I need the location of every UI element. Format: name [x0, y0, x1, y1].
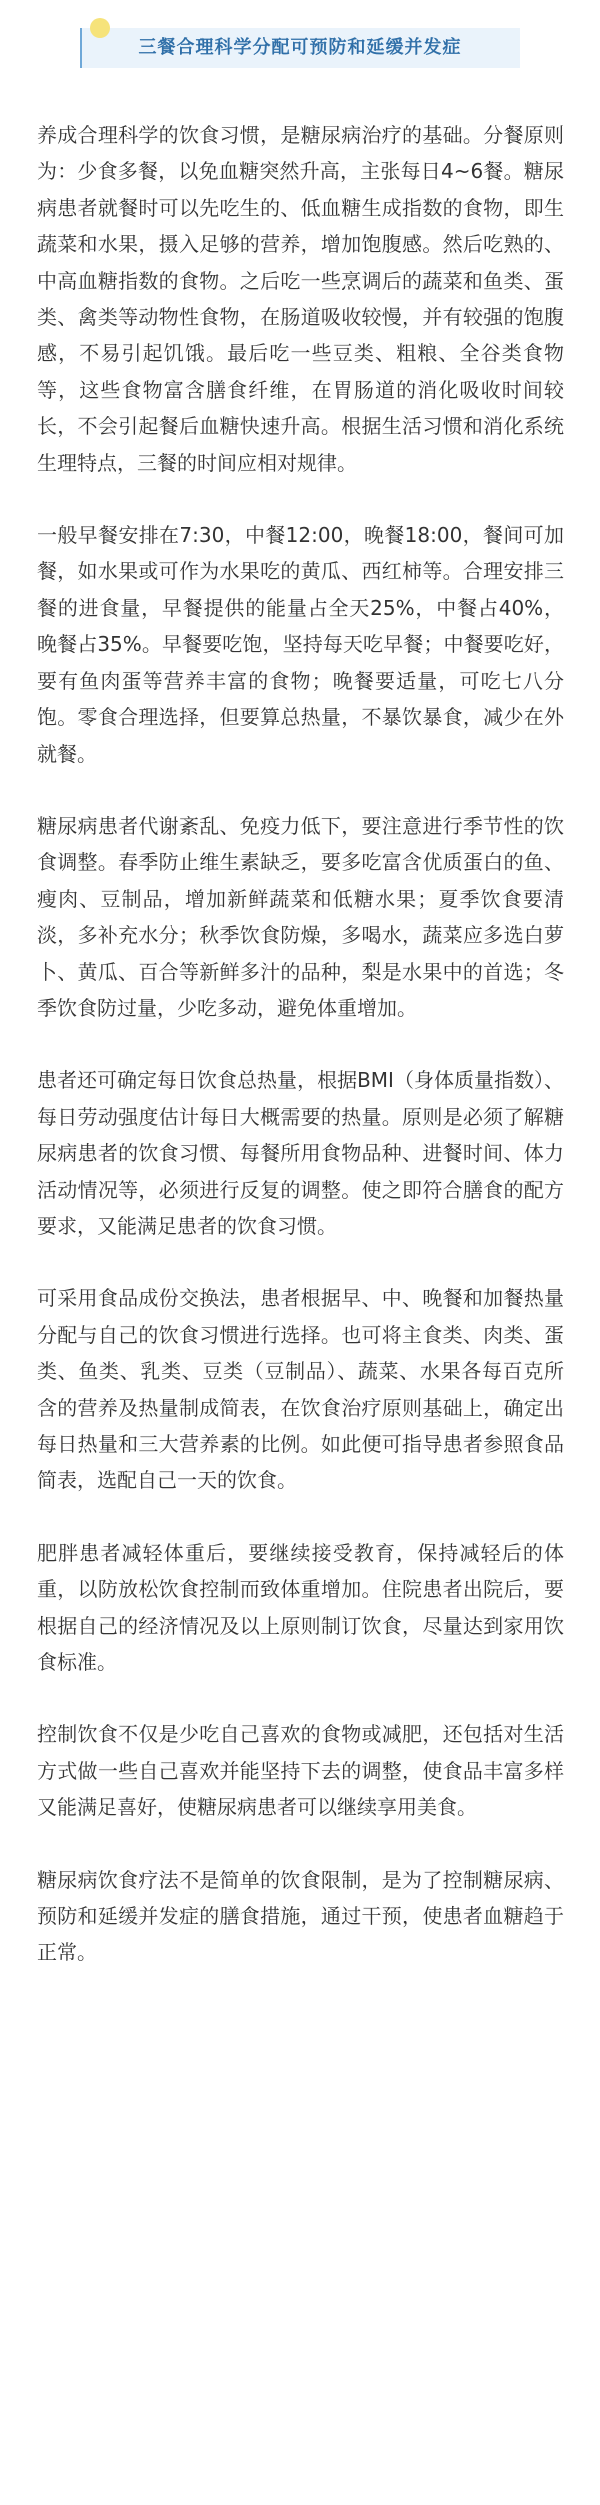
article-body: [37, 117, 564, 2007]
paragraph-3: 糖尿病患者代谢紊乱、免疫力低下，要注意进行季节性的饮食调整。春季防止维生素缺乏，要多吃富含优质蛋白的鱼、瘦肉、豆制品，增加新鲜蔬菜和低糖水果；夏季饮食要清淡，多补充水分；秋季饮食防燥，多喝水，蔬菜应多选白萝卜、黄瓜、百合等新鲜多汁的品种，梨是水果中的首选；冬季饮食防过量，少吃多动，避免体重增加。: [37, 813, 564, 1020]
paragraph-4: 患者还可确定每日饮食总热量，根据BMI（身体质量指数）、每日劳动强度估计每日大概需要的热量。原则是必须了解糖尿病患者的饮食习惯、每餐所用食物品种、进餐时间、体力活动情况等，必须进行反复的调整。使之即符合膳食的配方要求，又能满足患者的饮食习惯。: [37, 1068, 564, 1238]
paragraph-8: 糖尿病饮食疗法不是简单的饮食限制，是为了控制糖尿病、预防和延缓并发症的膳食措施，通过干预，使患者血糖趋于正常。: [37, 1867, 564, 1965]
paragraph-2: 一般早餐安排在7:30，中餐12:00，晚餐18:00，餐间可加餐，如水果或可作为水果吃的黄瓜、西红柿等。合理安排三餐的进食量，早餐提供的能量占全天25%，中餐占40%，晚餐占35%。早餐要吃饱，坚持每天吃早餐；中餐要吃好，要有鱼肉蛋等营养丰富的食物；晚餐要适量，可吃七八分饱。零食合理选择，但要算总热量，不暴饮暴食，减少在外就餐。: [37, 523, 564, 766]
article-title: 三餐合理科学分配可预防和延缓并发症: [138, 37, 462, 58]
paragraph-7: 控制饮食不仅是少吃自己喜欢的食物或减肥，还包括对生活方式做一些自己喜欢并能坚持下去的调整，使食品丰富多样又能满足喜好，使糖尿病患者可以继续享用美食。: [37, 1722, 564, 1820]
title-banner: [80, 28, 520, 68]
paragraph-5: 可采用食品成份交换法，患者根据早、中、晚餐和加餐热量分配与自己的饮食习惯进行选择。也可将主食类、肉类、蛋类、鱼类、乳类、豆类（豆制品）、蔬菜、水果各每百克所含的营养及热量制成简表，在饮食治疗原则基础上，确定出每日热量和三大营养素的比例。如此便可指导患者参照食品简表，选配自己一天的饮食。: [37, 1286, 564, 1493]
paragraph-1: 养成合理科学的饮食习惯，是糖尿病治疗的基础。分餐原则为：少食多餐，以免血糖突然升高，主张每日4~6餐。糖尿病患者就餐时可以先吃生的、低血糖生成指数的食物，即生蔬菜和水果，摄入足够的营养，增加饱腹感。然后吃熟的、中高血糖指数的食物。之后吃一些烹调后的蔬菜和鱼类、蛋类、禽类等动物性食物，在肠道吸收较慢，并有较强的饱腹感，不易引起饥饿。最后吃一些豆类、粗粮、全谷类食物等，这些食物富含膳食纤维，在胃肠道的消化吸收时间较长，不会引起餐后血糖快速升高。根据生活习惯和消化系统生理特点，三餐的时间应相对规律。: [37, 123, 564, 475]
paragraph-6: 肥胖患者减轻体重后，要继续接受教育，保持减轻后的体重，以防放松饮食控制而致体重增加。住院患者出院后，要根据自己的经济情况及以上原则制订饮食，尽量达到家用饮食标准。: [37, 1540, 564, 1675]
